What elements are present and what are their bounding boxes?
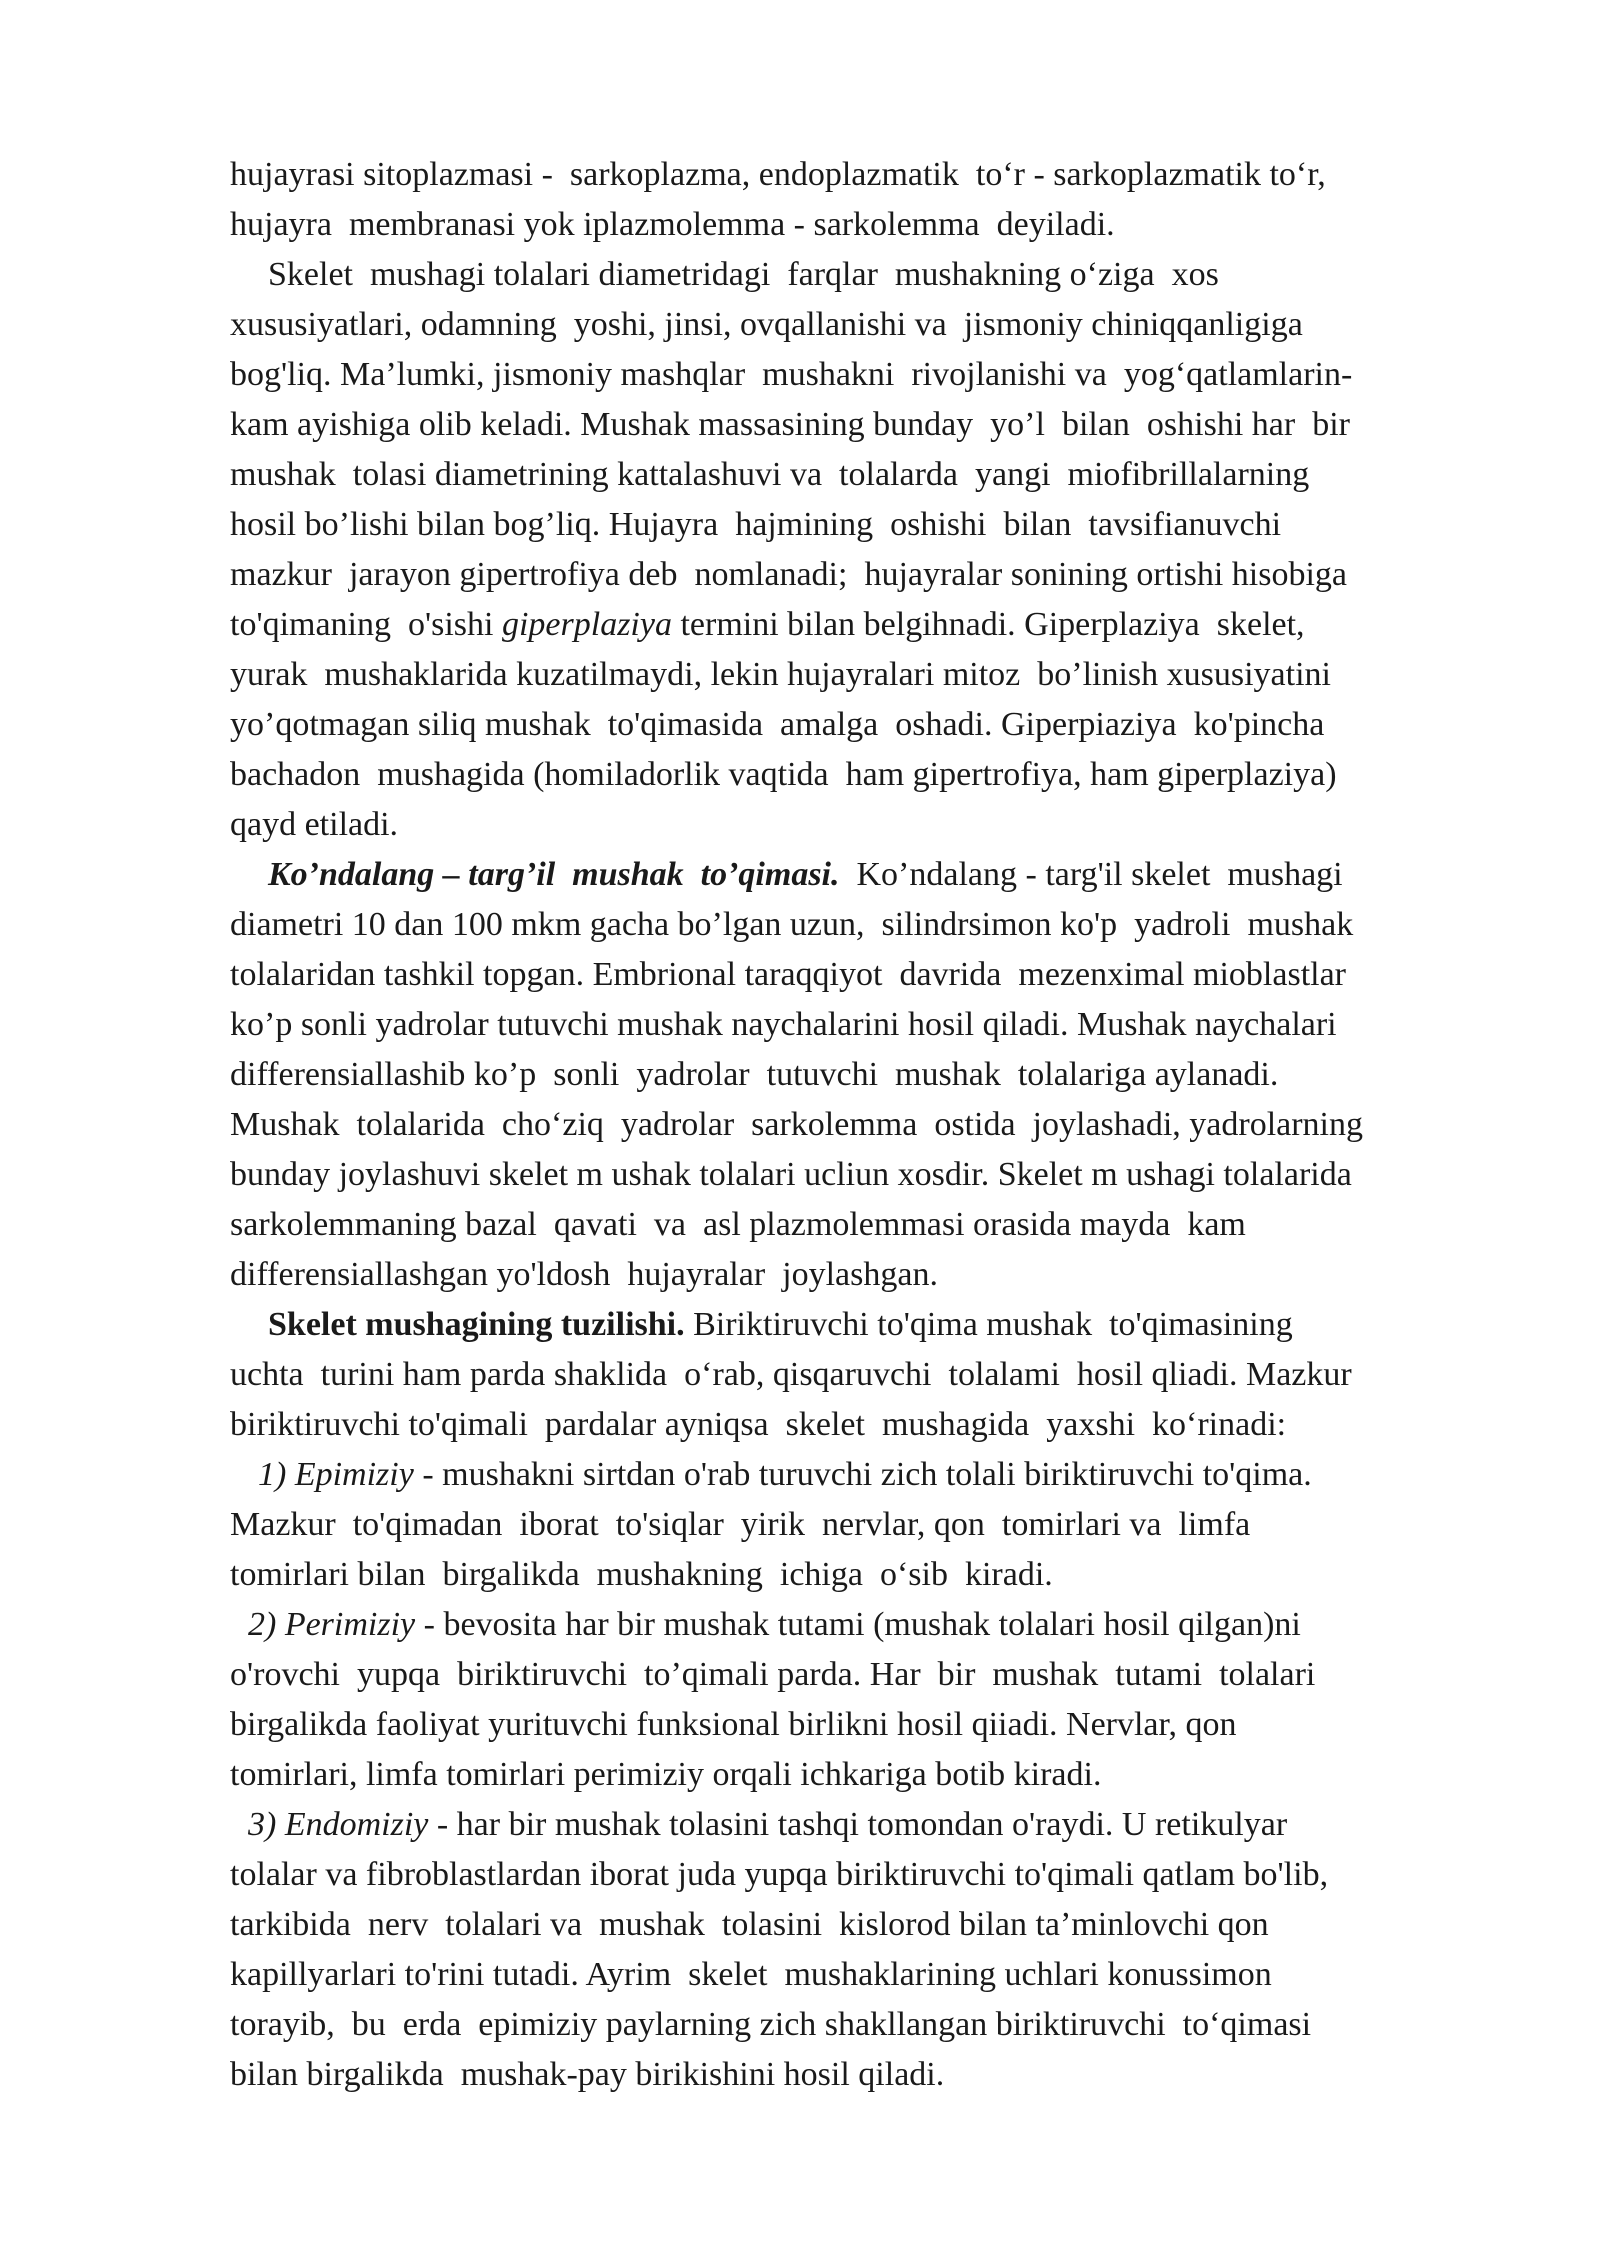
- text-line: [230, 850, 1570, 900]
- text-line: [230, 900, 1570, 950]
- text-line: [230, 1750, 1570, 1800]
- text-span: termini bilan belgihnadi. Giperplaziya skelet,: [671, 606, 1305, 643]
- text-span: Mazkur to'qimadan iborat to'siqlar yirik nervlar, qon tomirlari va limfa: [230, 1506, 1251, 1543]
- text-span: o'rovchi yupqa biriktiruvchi to’qimali parda. Har bir mushak tutami tolalari: [230, 1656, 1316, 1693]
- body-text: [230, 150, 1570, 2100]
- text-span: Biriktiruvchi to'qima mushak to'qimasining: [684, 1306, 1293, 1343]
- text-span: Skelet mushagi tolalari diametridagi farqlar mushakning o‘ziga xos: [268, 256, 1219, 293]
- text-span: diametri 10 dan 100 mkm gacha bo’lgan uzun, silindrsimon ko'p yadroli mushak: [230, 906, 1354, 943]
- text-line: [230, 1800, 1570, 1850]
- text-span: biriktiruvchi to'qimali pardalar ayniqsa skelet mushagida yaxshi ko‘rinadi:: [230, 1406, 1287, 1443]
- text-span: bilan birgalikda mushak-pay birikishini hosil qiladi.: [230, 2056, 945, 2093]
- text-line: [230, 2000, 1570, 2050]
- text-line: [230, 1700, 1570, 1750]
- text-line: [230, 800, 1570, 850]
- text-line: [230, 750, 1570, 800]
- text-span: kapillyarlari to'rini tutadi. Ayrim skelet mushaklarining uchlari konussimon: [230, 1956, 1272, 1993]
- emphasis-text: 2) Perimiziy: [248, 1606, 416, 1643]
- text-span: mushak tolasi diametrining kattalashuvi va tolalarda yangi miofibrillalarning: [230, 456, 1310, 493]
- text-line: [230, 1950, 1570, 2000]
- text-line: [230, 1350, 1570, 1400]
- text-span: mazkur jarayon gipertrofiya deb nomlanadi; hujayralar sonining ortishi hisobiga: [230, 556, 1347, 593]
- text-span: hosil bo’lishi bilan bog’liq. Hujayra hajmining oshishi bilan tavsifianuvchi: [230, 506, 1282, 543]
- emphasis-text: 3) Endomiziy: [248, 1806, 429, 1843]
- text-span: Mushak tolalarida cho‘ziq yadrolar sarkolemma ostida joylashadi, yadrolarning: [230, 1106, 1364, 1143]
- text-line: [230, 1100, 1570, 1150]
- text-span: bachadon mushagida (homiladorlik vaqtida ham gipertrofiya, ham giperplaziya): [230, 756, 1337, 793]
- text-line: [230, 1000, 1570, 1050]
- text-span: tolalaridan tashkil topgan. Embrional taraqqiyot davrida mezenximal mioblastlar: [230, 956, 1347, 993]
- text-span: yurak mushaklarida kuzatilmaydi, lekin hujayralari mitoz bo’linish xususiyatini: [230, 656, 1331, 693]
- text-span: ko’p sonli yadrolar tutuvchi mushak naychalarini hosil qiladi. Mushak naychalari: [230, 1006, 1337, 1043]
- text-line: [230, 400, 1570, 450]
- text-span: hujayra membranasi yok iplazmolemma - sarkolemma deyiladi.: [230, 206, 1115, 243]
- text-line: [230, 1550, 1570, 1600]
- text-span: - bevosita har bir mushak tutami (mushak tolalari hosil qilgan)ni: [415, 1606, 1301, 1643]
- text-span: to'qimaning o'sishi: [230, 606, 502, 643]
- text-line: [230, 1650, 1570, 1700]
- text-line: [230, 1200, 1570, 1250]
- text-line: [230, 2050, 1570, 2100]
- text-line: [230, 1400, 1570, 1450]
- text-span: - mushakni sirtdan o'rab turuvchi zich tolali biriktiruvchi to'qima.: [413, 1456, 1312, 1493]
- text-span: tomirlari, limfa tomirlari perimiziy orqali ichkariga botib kiradi.: [230, 1756, 1102, 1793]
- text-span: bunday joylashuvi skelet m ushak tolalari ucliun xosdir. Skelet m ushagi tolalarida: [230, 1156, 1352, 1193]
- text-span: birgalikda faoliyat yurituvchi funksional birlikni hosil qiiadi. Nervlar, qon: [230, 1706, 1237, 1743]
- text-line: [230, 650, 1570, 700]
- text-line: [230, 350, 1570, 400]
- text-span: tolalar va fibroblastlardan iborat juda yupqa biriktiruvchi to'qimali qatlam bo'lib,: [230, 1856, 1329, 1893]
- text-line: [230, 600, 1570, 650]
- text-line: [230, 300, 1570, 350]
- emphasis-text: 1) Epimiziy: [258, 1456, 414, 1493]
- text-span: kam ayishiga olib keladi. Mushak massasining bunday yo’l bilan oshishi har bir: [230, 406, 1350, 443]
- text-span: tarkibida nerv tolalari va mushak tolasini kislorod bilan ta’minlovchi qon: [230, 1906, 1269, 1943]
- text-line: [230, 1150, 1570, 1200]
- text-span: tomirlari bilan birgalikda mushakning ichiga o‘sib kiradi.: [230, 1556, 1053, 1593]
- text-line: [230, 1600, 1570, 1650]
- text-line: [230, 1250, 1570, 1300]
- text-line: [230, 1450, 1570, 1500]
- emphasis-text: giperplaziya: [501, 606, 672, 643]
- text-line: [230, 500, 1570, 550]
- text-span: uchta turini ham parda shaklida o‘rab, qisqaruvchi tolalami hosil qliadi. Mazkur: [230, 1356, 1352, 1393]
- text-line: [230, 950, 1570, 1000]
- text-span: yo’qotmagan siliq mushak to'qimasida amalga oshadi. Giperpiaziya ko'pincha: [230, 706, 1325, 743]
- text-span: torayib, bu erda epimiziy paylarning zich shakllangan biriktiruvchi to‘qimasi: [230, 2006, 1312, 2043]
- text-span: qayd etiladi.: [230, 806, 399, 843]
- text-line: [230, 200, 1570, 250]
- text-line: [230, 1900, 1570, 1950]
- text-span: sarkolemmaning bazal qavati va asl plazmolemmasi orasida mayda kam: [230, 1206, 1246, 1243]
- text-line: [230, 1850, 1570, 1900]
- text-line: [230, 1050, 1570, 1100]
- text-line: [230, 1300, 1570, 1350]
- emphasis-text: Skelet mushagining tuzilishi.: [268, 1306, 685, 1343]
- text-line: [230, 1500, 1570, 1550]
- text-span: differensiallashib ko’p sonli yadrolar tutuvchi mushak tolalariga aylanadi.: [230, 1056, 1279, 1093]
- text-span: xususiyatlari, odamning yoshi, jinsi, ovqallanishi va jismoniy chiniqqanligiga: [230, 306, 1303, 343]
- text-span: Ko’ndalang - targ'il skelet mushagi: [839, 856, 1343, 893]
- text-span: hujayrasi sitoplazmasi - sarkoplazma, endoplazmatik to‘r - sarkoplazmatik to‘r,: [230, 156, 1326, 193]
- text-span: - har bir mushak tolasini tashqi tomondan o'raydi. U retikulyar: [428, 1806, 1288, 1843]
- text-line: [230, 550, 1570, 600]
- text-line: [230, 450, 1570, 500]
- text-span: differensiallashgan yo'ldosh hujayralar joylashgan.: [230, 1256, 938, 1293]
- text-line: [230, 700, 1570, 750]
- text-line: [230, 250, 1570, 300]
- text-line: [230, 150, 1570, 200]
- text-span: bog'liq. Ma’lumki, jismoniy mashqlar mushakni rivojlanishi va yog‘qatlamlarin-: [230, 356, 1353, 393]
- emphasis-text: Ko’ndalang – targ’il mushak to’qimasi.: [268, 856, 840, 893]
